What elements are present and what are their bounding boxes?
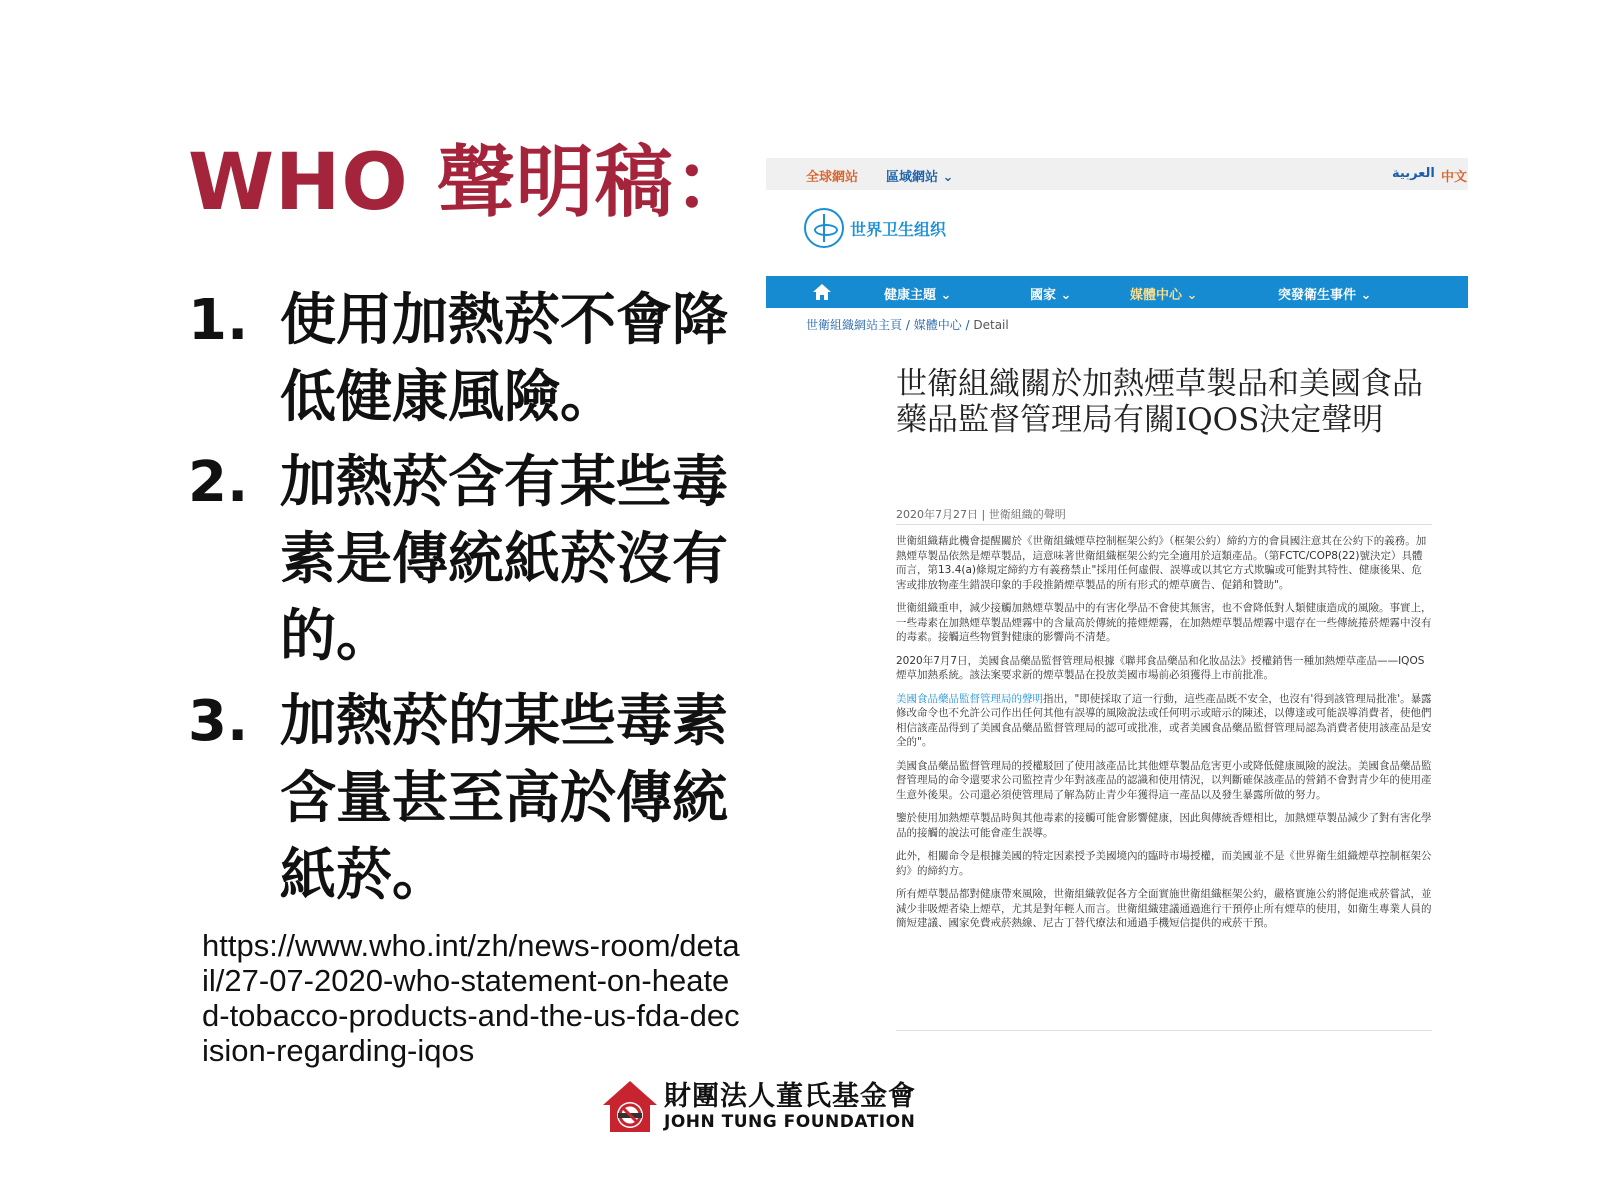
article-paragraph: 此外，相關命令是根據美國的特定因素授予美國境內的臨時市場授權，而美國並不是《世界衛生組織煙草控制框架公約》的締約方。 xyxy=(896,850,1432,877)
no-smoking-house-icon xyxy=(600,1078,660,1136)
who-nav-bar xyxy=(766,276,1468,308)
article-paragraph: 世衛組織重申，減少接觸加熱煙草製品中的有害化學品不會使其無害，也不會降低對人類健康造成的風險。事實上，一些毒素在加熱煙草製品煙霧中的含量高於傳統的捲煙煙霧，在加熱煙草製品煙霧中還存在一些傳統捲菸煙霧中沒有的毒素。接觸這些物質對健康的影響尚不清楚。 xyxy=(896,602,1432,643)
key-point-2 xyxy=(188,444,728,675)
nav-media-centre[interactable]: 媒體中心 ⌄ xyxy=(1130,288,1198,303)
breadcrumb-separator: / xyxy=(961,318,974,332)
article-paragraph: 2020年7月7日，美國食品藥品監督管理局根據《聯邦食品藥品和化妝品法》授權銷售一種加熱煙草產品——IQOS煙草加熱系統。該法案要求新的煙草製品在投放美國市場前必須獲得上市前批准。 xyxy=(896,654,1425,681)
key-point-number: 2. xyxy=(188,450,249,515)
arabic-language-link[interactable]: العربية xyxy=(1392,166,1435,181)
breadcrumb xyxy=(806,316,1009,333)
john-tung-foundation-logo xyxy=(600,1078,916,1136)
article-paragraph-text: 指出，"即使採取了這一行動，這些產品既不安全，也沒有'得到該管理局批准'。暴露修改命令也不允許公司作出任何其他有誤導的風險說法或任何明示或暗示的陳述，以傳達或可能誤導消費者，使他們相信該產品得到了美國食品藥品監督管理局的認可或批准，或者美國食品藥品監督管理局認為消費者使用該產品是安全的"。 xyxy=(896,692,1432,748)
divider xyxy=(896,524,1432,525)
article-title: 世衛組織關於加熱煙草製品和美國食品藥品監督管理局有關IQOS決定聲明 xyxy=(896,366,1423,438)
global-site-link[interactable]: 全球網站 xyxy=(806,170,859,185)
who-logo[interactable] xyxy=(804,208,946,248)
breadcrumb-separator: / xyxy=(902,318,914,332)
key-point-text: 加熱菸含有某些毒素是傳統紙菸沒有的。 xyxy=(280,450,728,669)
article-meta: 2020年7月27日 | 世衛組織的聲明 xyxy=(896,508,1066,521)
nav-emergencies[interactable]: 突發衛生事件 ⌄ xyxy=(1278,288,1372,303)
foundation-name-zh: 財團法人董氏基金會 xyxy=(664,1081,916,1112)
key-point-text: 使用加熱菸不會降低健康風險。 xyxy=(280,288,728,430)
nav-countries[interactable]: 國家 ⌄ xyxy=(1030,288,1072,303)
breadcrumb-current: Detail xyxy=(973,318,1009,332)
key-point-text: 加熱菸的某些毒素含量甚至高於傳統紙菸。 xyxy=(280,689,728,908)
key-point-1 xyxy=(188,282,728,436)
who-page-screenshot xyxy=(766,158,1468,1058)
who-emblem-icon xyxy=(804,208,844,248)
source-url[interactable]: https://www.who.int/zh/news-room/detail/27-07-2020-who-statement-on-heated-tobacco-products-and-the-us-fda-decision-regarding-iqos xyxy=(202,928,740,1068)
chinese-language-link[interactable]: 中文 xyxy=(1441,170,1468,185)
divider xyxy=(896,1030,1432,1031)
article-paragraph: 所有煙草製品都對健康帶來風險，世衛組織敦促各方全面實施世衛組織框架公約，嚴格實施公約將促進戒菸嘗試，並減少非吸煙者染上煙草，尤其是對年輕人而言。世衛組織建議通過進行干預停止所有煙草的使用，如衛生專業人員的簡短建議、國家免費戒菸熱線、尼古丁替代療法和通過手機短信提供的戒菸干預。 xyxy=(896,888,1432,929)
breadcrumb-home[interactable]: 世衛組織網站主頁 xyxy=(806,318,903,332)
article-paragraph: 世衛組織藉此機會提醒關於《世衛組織煙草控制框架公約》（框架公約）締約方的會員國注意其在公約下的義務。加熱煙草製品依然是煙草製品，這意味著世衛組織框架公約完全適用於這類產品。（第FCTC/COP8(22)號決定）具體而言，第13.4(a)條規定締約方有義務禁止"採用任何虛假、誤導或以其它方式欺騙或可能對其特性、健康後果、危害或排放物產生錯誤印象的手段推銷煙草製品的所有形式的煙草廣告、促銷和贊助"。 xyxy=(896,535,1427,591)
home-icon[interactable] xyxy=(812,282,832,302)
slide-title: WHO 聲明稿： xyxy=(188,138,753,228)
breadcrumb-media[interactable]: 媒體中心 xyxy=(913,318,962,332)
who-top-bar xyxy=(766,158,1468,190)
key-point-number: 3. xyxy=(188,689,249,754)
key-point-3 xyxy=(188,683,728,914)
article-body xyxy=(896,534,1432,940)
fda-statement-link[interactable]: 美國食品藥品監督管理局的聲明 xyxy=(896,692,1043,705)
key-point-number: 1. xyxy=(188,288,249,353)
article-paragraph: 鑒於使用加熱煙草製品時與其他毒素的接觸可能會影響健康，因此與傳統香煙相比，加熱煙草製品減少了對有害化學品的接觸的說法可能會產生誤導。 xyxy=(896,812,1432,839)
who-logo-text: 世界卫生组织 xyxy=(850,219,947,239)
foundation-name-en: JOHN TUNG FOUNDATION xyxy=(664,1112,916,1132)
key-points-list xyxy=(188,282,728,922)
nav-health-topics[interactable]: 健康主題 ⌄ xyxy=(884,288,952,303)
regional-sites-link[interactable]: 區域網站 ⌄ xyxy=(886,170,954,185)
article-paragraph xyxy=(896,692,1432,750)
article-paragraph: 美國食品藥品監督管理局的授權駁回了使用該產品比其他煙草製品危害更小或降低健康風險的說法。美國食品藥品監督管理局的命令還要求公司監控青少年對該產品的認識和使用情況，以判斷確保該產品的營銷不會對青少年的使用產生意外後果。公司還必須使管理局了解為防止青少年獲得這一產品以及發生暴露所做的努力。 xyxy=(896,759,1432,801)
